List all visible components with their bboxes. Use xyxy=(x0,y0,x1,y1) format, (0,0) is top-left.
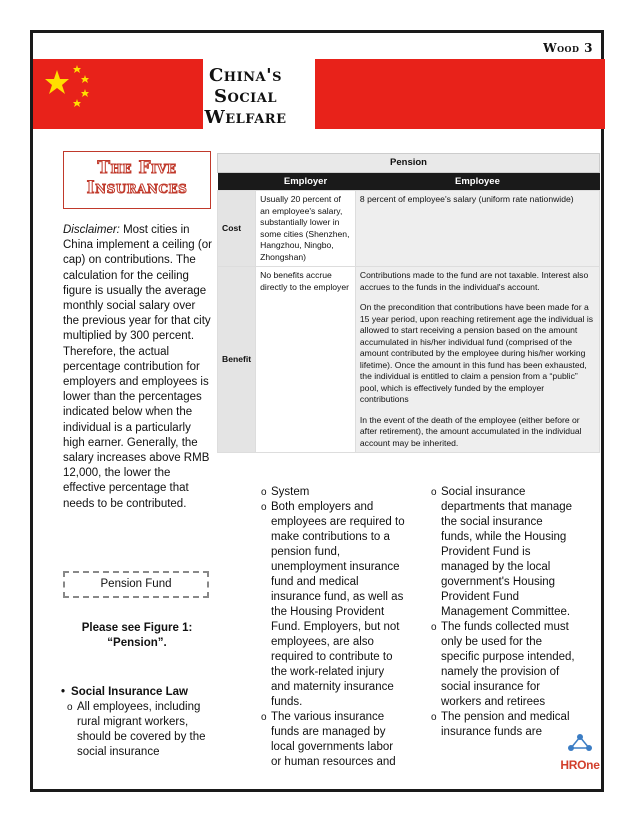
cost-employee: 8 percent of employee's salary (uniform rate nationwide) xyxy=(355,191,599,267)
page-label: Wood 3 xyxy=(543,41,593,55)
cost-employer: Usually 20 percent of an employee's salary, substantially lower in some cities (Shenzhen, Hangzhou, Ningbo, Zhongshan) xyxy=(256,191,356,267)
list-item: o The various insurance funds are managed by local governments labor or human resources and xyxy=(255,710,405,770)
page-title: China's Social Welfare xyxy=(204,65,287,128)
list-item: o The funds collected must only be used for the specific purpose intended, namely the provision of social insurance for workers and retirees xyxy=(425,620,575,710)
big-star-icon xyxy=(45,70,69,94)
pension-table xyxy=(217,153,600,453)
employer-header: Employer xyxy=(256,172,356,191)
table-row xyxy=(218,191,600,267)
network-icon xyxy=(565,733,595,753)
list-item: o The pension and medical insurance funds are xyxy=(425,710,575,740)
table-row xyxy=(218,267,600,453)
page-frame xyxy=(30,30,604,792)
list-item: o Both employers and employees are required to make contributions to a pension fund, unemployment insurance fund and medical insurance fund, as well as the Housing Provident Fund. Employers, but not employees, are also required to contribute to the work-related injury and maternity insurance funds. xyxy=(255,500,405,710)
red-banner xyxy=(315,59,605,129)
hrone-logo: HROne xyxy=(559,733,601,773)
table-caption: Pension xyxy=(218,154,600,173)
law-item: o All employees, including rural migrant workers, should be covered by the social insurance xyxy=(61,700,213,760)
list-item: o System xyxy=(255,485,405,500)
social-insurance-law xyxy=(61,685,213,760)
employee-header: Employee xyxy=(355,172,599,191)
law-heading: • Social Insurance Law xyxy=(61,685,213,700)
benefit-label: Benefit xyxy=(218,267,256,453)
small-star-icon xyxy=(81,75,89,83)
list-item: o Social insurance departments that manage the social insurance funds, while the Housing Provident Fund is managed by the local government's Housing Provident Fund Management Committee. xyxy=(425,485,575,620)
small-star-icon xyxy=(73,99,81,107)
small-star-icon xyxy=(73,65,81,73)
column-one xyxy=(255,485,405,770)
column-two xyxy=(425,485,575,740)
see-figure-note: Please see Figure 1: “Pension”. xyxy=(81,622,193,649)
disclaimer-text: Disclaimer: Most cities in China implement a ceiling (or cap) on contributions. The calculation for the ceiling figure is usually the average monthly social salary over the previous year for that city multiplied by 300 percent. Therefore, the actual percentage contribution for employers and employees is lower than the percentages indicated below when the individual is a particularly high earner. Generally, the salary increases above RMB 12,000, the lower the effective percentage that needs to be contributed. xyxy=(63,224,212,510)
benefit-employer: No benefits accrue directly to the employer xyxy=(256,267,356,453)
pension-fund-box: Pension Fund xyxy=(63,571,209,598)
cost-label: Cost xyxy=(218,191,256,267)
five-insurances-heading: The Five Insurances xyxy=(63,151,211,209)
benefit-employee: Contributions made to the fund are not taxable. Interest also accrues to the funds in the individual's account. On the precondition that contributions have been made for a 15 year period, upon reaching retirement age the individual is allowed to start receiving a pension based on the amount accumulated in his/her individual fund (comprised of the amount contributed by the employee during his/her working lifetime). Once the amount in this fund has been exhausted, the individual is entitled to claim a pension from a “public” pool, which is effectively funded by the employer contributions In the event of the death of the employee (either before or after retirement), the amount accumulated in the individual account may be inherited. xyxy=(355,267,599,453)
small-star-icon xyxy=(81,89,89,97)
